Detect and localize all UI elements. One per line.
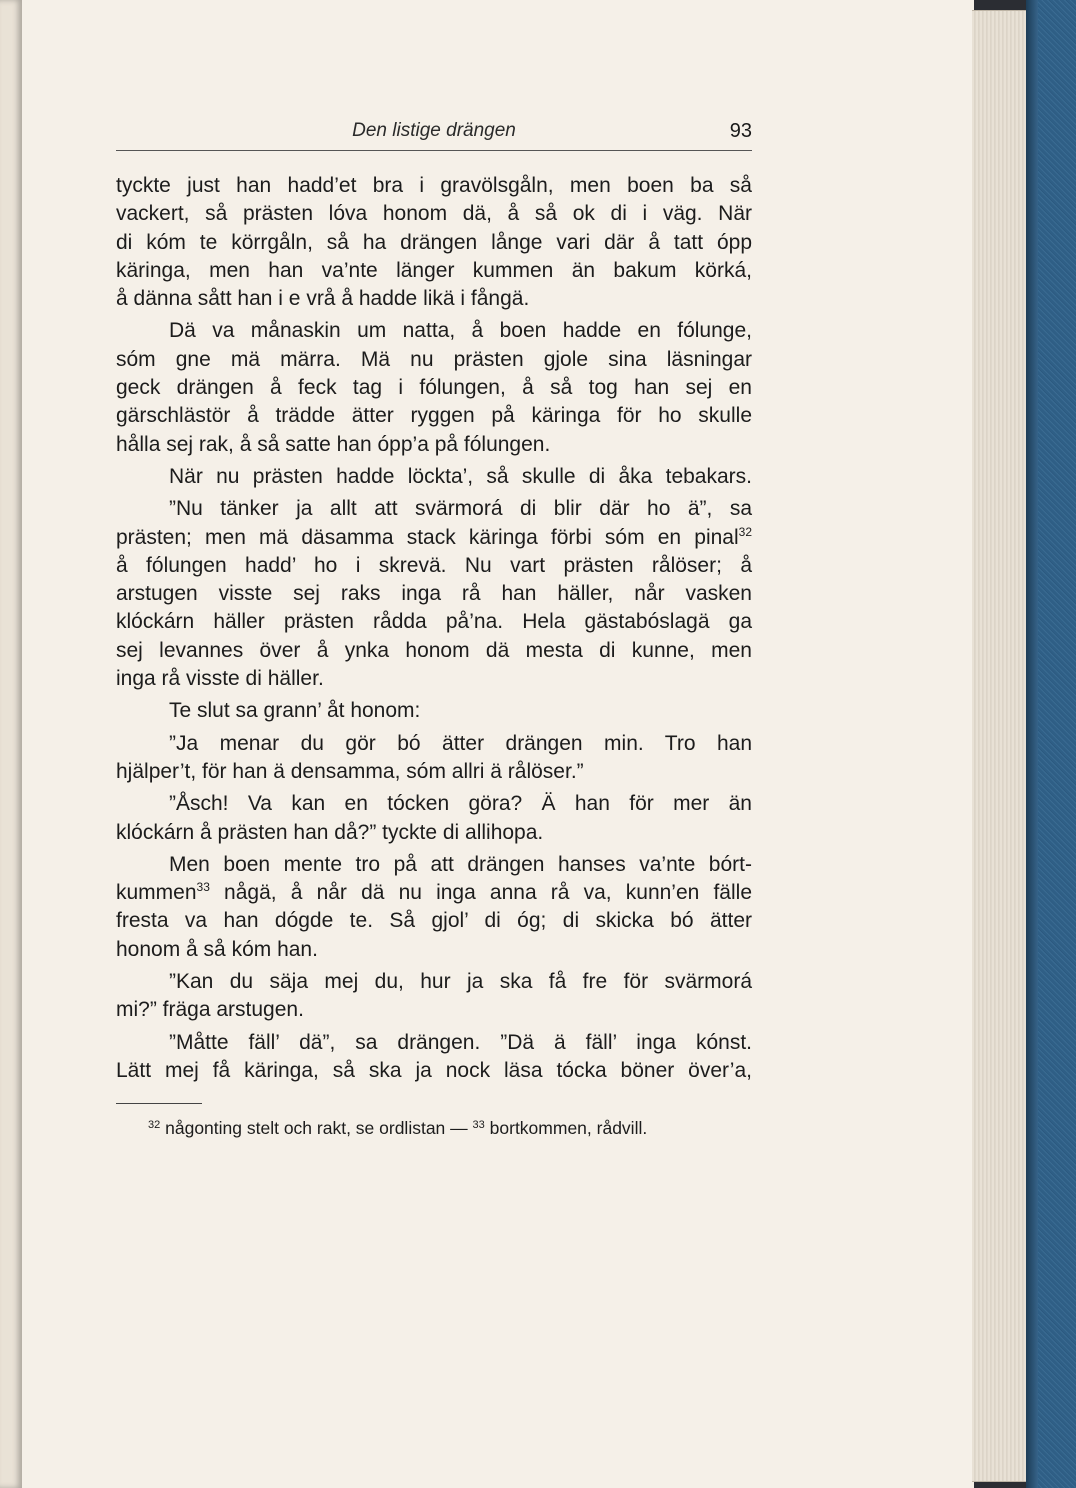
text-line: Dä va månaskin um natta, å boen hadde en fólunge, bbox=[169, 319, 752, 343]
text-line: honom å så kóm han. bbox=[116, 937, 318, 961]
text-line: sej levannes över å ynka honom dä mesta di kunne, men bbox=[116, 638, 752, 662]
text-line: hjälper’t, för han ä densamma, sóm allri ä rålöser.” bbox=[116, 759, 584, 783]
running-header bbox=[116, 116, 752, 151]
text-line: Men boen mente tro på att drängen hanses va’nte bórt- bbox=[169, 852, 752, 876]
text-line: arstugen visste sej raks inga rå han häller, når vasken bbox=[116, 582, 752, 606]
paragraph bbox=[116, 968, 752, 1025]
footnote-text-32: någonting stelt och rakt, se ordlistan — bbox=[165, 1118, 468, 1138]
paragraph bbox=[116, 697, 752, 725]
text-line: tyckte just han hadd’et bra i gravölsgåln, men boen ba så bbox=[116, 174, 752, 197]
text-line: ”Åsch! Va kan en tócken göra? Ä han för mer än bbox=[169, 792, 752, 816]
text-line: Te slut sa grann’ åt honom: bbox=[169, 699, 421, 723]
text-line: ”Nu tänker ja allt att svärmorá di blir där ho ä”, sa bbox=[169, 497, 752, 521]
footnote-text-33: bortkommen, rådvill. bbox=[489, 1118, 648, 1138]
text-line: käringa, men han va’nte länger kummen än bakum körká, bbox=[116, 258, 752, 282]
text-line: När nu prästen hadde löckta’, så skulle di åka tebakars. bbox=[169, 464, 752, 488]
paragraph bbox=[116, 495, 752, 693]
previous-page-edge bbox=[0, 0, 22, 1488]
text-line: ”Ja menar du gör bó ätter drängen min. Tro han bbox=[169, 731, 752, 755]
text-line: di kóm te körrgåln, så ha drängen långe vari där å tatt ópp bbox=[116, 230, 752, 254]
text-segment: kummen bbox=[116, 881, 197, 905]
paragraph bbox=[116, 463, 752, 491]
paragraph bbox=[116, 790, 752, 847]
text-line: geck drängen å feck tag i fólungen, å så tog han sej en bbox=[116, 376, 752, 400]
paragraph bbox=[116, 1029, 752, 1086]
paragraph bbox=[116, 317, 752, 458]
footnote-number-33: 33 bbox=[472, 1119, 485, 1131]
paragraph bbox=[116, 851, 752, 964]
text-line: fresta va han dógde te. Så gjol’ di óg; di skicka bó ätter bbox=[116, 909, 752, 933]
page-number: 93 bbox=[729, 120, 752, 142]
text-line: mi?” fräga arstugen. bbox=[116, 998, 304, 1022]
text-line bbox=[116, 879, 752, 907]
footnote-number-32: 32 bbox=[148, 1119, 161, 1131]
text-line: sóm gne mä märra. Mä nu prästen gjole sina läsningar bbox=[116, 347, 752, 371]
footnotes bbox=[148, 1118, 752, 1139]
text-line: Lätt mej få käringa, så ska ja nock läsa tócka böner över’a, bbox=[116, 1058, 752, 1082]
text-line: inga rå visste di häller. bbox=[116, 667, 324, 691]
footnote-ref-32: 32 bbox=[738, 524, 752, 539]
text-line: å dänna sått han i e vrå å hadde likä i fångä. bbox=[116, 287, 530, 311]
running-title: Den listige drängen bbox=[352, 120, 516, 141]
text-line: gärschlästör å trädde ätter ryggen på käringa för ho skulle bbox=[116, 404, 752, 428]
footnote-ref-33: 33 bbox=[196, 880, 210, 895]
text-line: hålla sej rak, å så satte han ópp’a på fólungen. bbox=[116, 432, 551, 456]
paragraph bbox=[116, 730, 752, 787]
text-line: ”Måtte fäll’ dä”, sa drängen. ”Dä ä fäll’ inga kónst. bbox=[169, 1030, 752, 1054]
text-line: å fólungen hadd’ ho i skrevä. Nu vart prästen rålöser; å bbox=[116, 553, 752, 577]
body-text bbox=[116, 172, 752, 1089]
footnote-rule bbox=[116, 1103, 202, 1104]
text-line bbox=[116, 524, 752, 552]
text-line: ”Kan du säja mej du, hur ja ska få fre för svärmorá bbox=[169, 970, 752, 994]
text-line: vackert, så prästen lóva honom dä, å så ok di i väg. När bbox=[116, 202, 752, 226]
text-line: klóckárn häller prästen rådda på’na. Hela gästabóslagä ga bbox=[116, 610, 752, 634]
book-cover bbox=[1038, 0, 1076, 1488]
text-line: klóckárn å prästen han då?” tyckte di allihopa. bbox=[116, 820, 544, 844]
paragraph bbox=[116, 172, 752, 313]
text-segment: någä, å når dä nu inga anna rå va, kunn’en fälle bbox=[224, 881, 752, 905]
text-segment: prästen; men mä däsamma stack käringa förbi sóm en pinal bbox=[116, 525, 739, 549]
